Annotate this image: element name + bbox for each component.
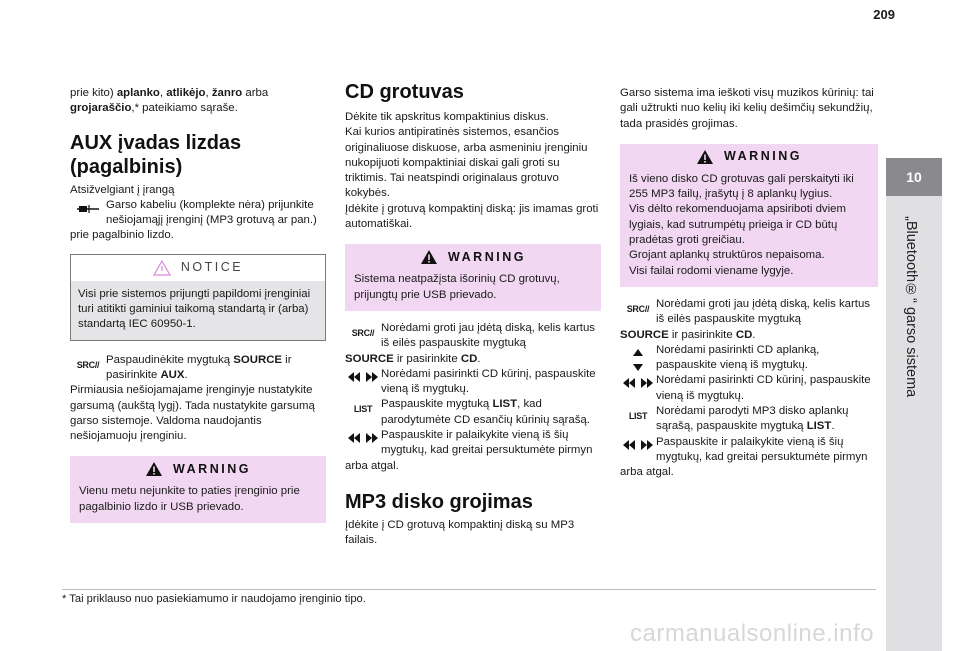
warning-triangle-icon (696, 149, 714, 165)
aux-cable-tail: prie pagalbinio lizdo. (70, 229, 174, 242)
src-button-icon: SRC// (626, 303, 650, 314)
notice-text: Visi prie sistemos prijungti papildomi įrenginiai turi atitikti gaminiui taikomą standartą ir (arba) standartą IEC 60950-1. (78, 287, 311, 331)
mp3-source-text-b: SOURCE ir pasirinkite CD. (620, 328, 756, 341)
warning-label: WARNING (724, 149, 802, 164)
mp3-track-text: Norėdami pasirinkti CD kūrinį, paspauskite vieną iš mygtukų. (656, 374, 871, 402)
aux-heading: AUX įvadas lizdas (pagalbinis) (70, 131, 242, 178)
footnote-divider (62, 589, 876, 590)
source-aux-text: Paspaudinėkite mygtuką SOURCE ir pasirinkite AUX. (106, 353, 292, 381)
mp3-ff-text: Paspauskite ir palaikykite vieną iš šių mygtukų, kad greitai persuktumėte pirmyn (656, 435, 868, 463)
mp3-text: Įdėkite į CD grotuvą kompaktinį diską su MP3 failais. (345, 518, 575, 547)
mp3-heading: MP3 disko grojimas (345, 490, 533, 513)
mp3-track-row (620, 373, 878, 404)
warning-box-cd (345, 244, 601, 311)
warning-triangle-icon (145, 461, 163, 477)
cd-skip-text: Norėdami pasirinkti CD kūrinį, paspauskite vieną iš mygtukų. (381, 367, 596, 396)
warning-label: WARNING (173, 461, 251, 476)
warning-box-aux (70, 456, 326, 523)
aux-cable-text: Garso kabeliu (komplekte nėra) prijunkite nešiojamąjį įrenginį (MP3 grotuvą ar pan.) (106, 198, 317, 227)
search-text: Garso sistema ima ieškoti visų muzikos kūrinių: tai gali užtrukti nuo kelių iki kelių dešimčių sekundžių, tada prasidės grojimas. (620, 87, 874, 130)
cd-list-row (345, 397, 601, 428)
fast-forward-buttons-icon (348, 433, 378, 443)
up-down-arrows-icon (633, 348, 643, 372)
cd-list-text: Paspauskite mygtuką LIST, kad parodytumėte CD esančių kūrinių sąrašą. (381, 398, 590, 426)
cd-skip-row (345, 367, 601, 398)
warning-text: Iš vieno disko CD grotuvas gali perskaityti iki 255 MP3 failų, įrašytų į 8 aplankų lygius. Vis dėlto rekomenduojama apsiriboti dviem lygiais, kad sutrumpėtų prieiga ir CD būtų pradėtas groti greičiau. Grojant aplankų struktūros nepaisoma. Visi failai rodomi viename lygyje. (629, 172, 854, 277)
chapter-tab: 10 (886, 158, 942, 196)
watermark: carmanualsonline.info (630, 620, 874, 647)
warning-triangle-outline-icon (153, 260, 171, 276)
cd-source-text-a: Norėdami groti jau įdėtą diską, kelis kartus iš eilės paspauskite mygtuką (381, 321, 595, 350)
mp3-list-row (620, 404, 878, 435)
warning-triangle-icon (420, 249, 438, 265)
warning-label: WARNING (448, 249, 526, 264)
src-button-icon: SRC// (351, 327, 375, 338)
cd-heading: CD grotuvas (345, 81, 464, 103)
list-button-icon: LIST (353, 404, 373, 415)
cd-ff-row (345, 428, 601, 459)
mp3-list-text: Norėdami parodyti MP3 disko aplankų sąrašą, paspauskite mygtuką LIST. (656, 405, 849, 433)
notice-label: NOTICE (180, 260, 244, 275)
intro-paragraph: prie kito) aplanko, atlikėjo, žanro arba grojaraščio,* pateikiamo sąraše. (70, 87, 269, 115)
aux-cable-row (70, 198, 326, 229)
cd-ff-tail: arba atgal. (345, 459, 399, 472)
mp3-folder-row (620, 343, 878, 374)
mp3-ff-row (620, 435, 878, 466)
source-aux-row (70, 353, 326, 384)
chapter-title: „Bluetooth®“ garso sistema (903, 216, 919, 398)
footnote: * Tai priklauso nuo pasiekiamumo ir naudojamo įrenginio tipo. (62, 593, 366, 605)
skip-buttons-icon (348, 372, 378, 382)
aux-plug-icon (75, 203, 101, 215)
cd-ff-text: Paspauskite ir palaikykite vieną iš šių mygtukų, kad greitai persuktumėte pirmyn (381, 429, 593, 457)
skip-buttons-icon (623, 378, 653, 388)
warning-box-mp3 (620, 144, 878, 287)
mp3-source-row (620, 297, 878, 328)
aux-intro: Atsižvelgiant į įrangą (70, 183, 175, 196)
column-1 (70, 86, 326, 531)
notice-box (70, 254, 326, 341)
column-3 (620, 86, 878, 481)
column-2 (345, 80, 601, 549)
warning-text: Sistema neatpažįsta išorinių CD grotuvų, prijungtų prie USB prievado. (354, 273, 560, 301)
cd-source-row (345, 321, 601, 352)
fast-forward-buttons-icon (623, 440, 653, 450)
volume-text: Pirmiausia nešiojamajame įrenginyje nustatykite garsumą (aukštą lygį). Tada nustatykite garsumą garso sistemoje. Valdoma naudojantis nešiojamuoju įrenginiu. (70, 384, 315, 443)
mp3-folder-text: Norėdami pasirinkti CD aplanką, paspauskite vieną iš mygtukų. (656, 343, 820, 372)
cd-text: Dėkite tik apskritus kompaktinius diskus. Kai kurios antipiratinės sistemos, esančios originaliuose diskuose, arba asmeniniu įrenginiu nukopijuoti kompaktiniai diskai gali groti su triktimis. Tai neatspindi originalaus grotuvo kokybės. Įdėkite į grotuvą kompaktinį diską: jis imamas groti automatiškai. (345, 111, 599, 231)
cd-source-text-b: SOURCE ir pasirinkite CD. (345, 352, 481, 365)
mp3-source-text-a: Norėdami groti jau įdėtą diską, kelis kartus iš eilės paspauskite mygtuką (656, 297, 870, 326)
page-number: 209 (873, 7, 895, 22)
mp3-ff-tail: arba atgal. (620, 466, 674, 479)
warning-text: Vienu metu nejunkite to paties įrenginio prie pagalbinio lizdo ir USB prievado. (79, 485, 300, 513)
src-button-icon: SRC// (76, 359, 100, 370)
list-button-icon: LIST (628, 411, 648, 422)
